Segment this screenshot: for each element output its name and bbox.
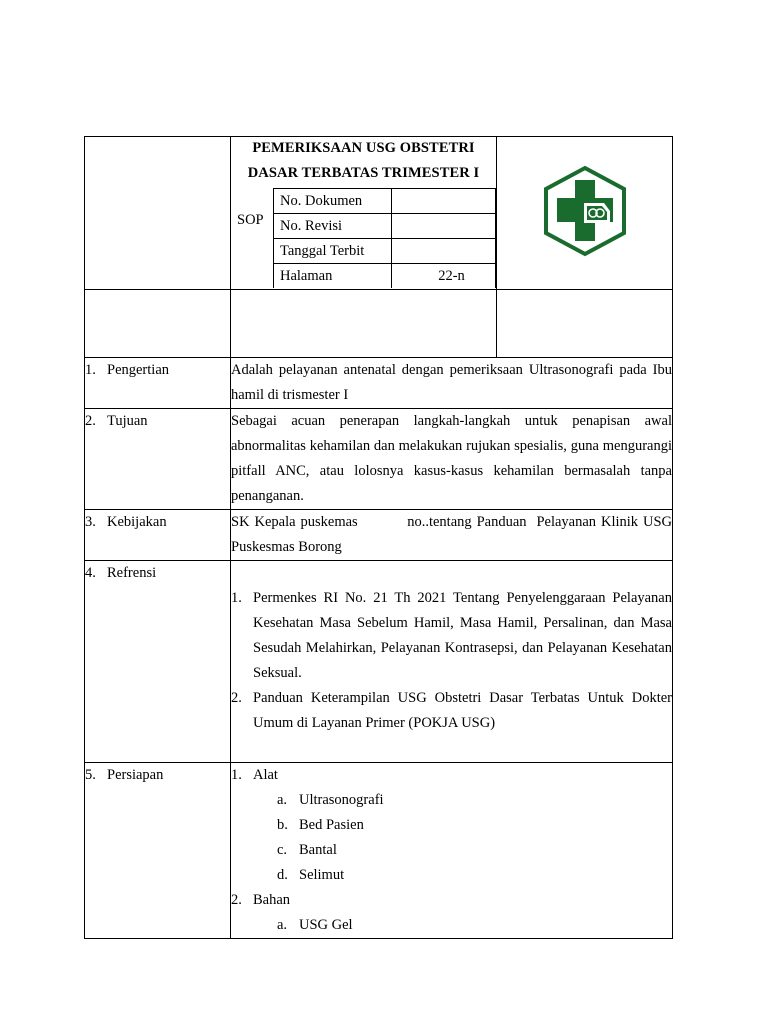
sub-list-text: Ultrasonografi	[299, 792, 384, 808]
sop-label: SOP	[237, 212, 264, 228]
list-number: 1.	[231, 767, 242, 783]
section-label	[85, 510, 231, 561]
section-row-refrensi	[85, 561, 673, 763]
sub-list-text: USG Gel	[299, 917, 353, 933]
preparation-list	[231, 763, 672, 938]
list-text: Panduan Keterampilan USG Obstetri Dasar Terbatas Untuk Dokter Umum di Layanan Primer (POKJA USG)	[253, 690, 672, 731]
section-label	[85, 409, 231, 510]
section-label	[85, 358, 231, 409]
list-item	[231, 686, 672, 736]
blank-row	[85, 290, 673, 358]
section-label	[85, 763, 231, 939]
sop-document	[84, 136, 676, 939]
list-number: 2.	[231, 892, 242, 908]
list-item	[231, 763, 672, 788]
section-content: Sebagai acuan penerapan langkah-langkah untuk penapisan awal abnormalitas kehamilan dan melakukan rujukan spesialis, guna mengurangi pitfall ANC, atau lolosnya kasus-kasus kehamilan bermasalah tanpa penanganan.	[231, 409, 673, 510]
meta-label: No. Dokumen	[274, 189, 392, 214]
list-number: 2.	[231, 690, 242, 706]
meta-row	[274, 239, 496, 264]
section-label	[85, 561, 231, 763]
section-number: 5.	[85, 767, 96, 783]
title-line-2: DASAR TERBATAS TRIMESTER I	[247, 165, 480, 181]
section-number: 1.	[85, 362, 96, 378]
section-content: Adalah pelayanan antenatal dengan pemeriksaan Ultrasonografi pada Ibu hamil di trismester I	[231, 358, 673, 409]
blank-cell	[85, 290, 231, 358]
list-item	[231, 888, 672, 913]
header-left-cell	[85, 137, 231, 290]
section-number: 2.	[85, 413, 96, 429]
list-item	[231, 586, 672, 686]
sub-list-item	[231, 813, 672, 838]
meta-row	[274, 214, 496, 239]
section-row-persiapan	[85, 763, 673, 939]
sub-list-text: Selimut	[299, 867, 345, 883]
section-title: Kebijakan	[107, 514, 167, 530]
meta-label: Tanggal Terbit	[274, 239, 392, 264]
blank-cell	[497, 290, 673, 358]
sop-block	[231, 188, 496, 288]
section-title: Pengertian	[107, 362, 170, 378]
logo-cell	[497, 137, 673, 290]
sub-list-text: Bed Pasien	[299, 817, 364, 833]
meta-row	[274, 189, 496, 214]
meta-table	[273, 188, 496, 288]
list-text: Permenkes RI No. 21 Th 2021 Tentang Penyelenggaraan Pelayanan Kesehatan Masa Sebelum Hamil, Masa Hamil, Persalinan, dan Masa Sesudah Melahirkan, Pelayanan Kontrasepsi, dan Pelayanan Kesehatan Seksual.	[253, 590, 672, 681]
meta-label: No. Revisi	[274, 214, 392, 239]
section-title: Tujuan	[107, 413, 148, 429]
section-row-tujuan	[85, 409, 673, 510]
meta-row	[274, 264, 496, 289]
meta-value	[392, 189, 496, 214]
section-number: 3.	[85, 514, 96, 530]
list-text: Alat	[253, 767, 278, 783]
list-number: 1.	[231, 590, 242, 606]
meta-label: Halaman	[274, 264, 392, 289]
section-content: SK Kepala puskemas no..tentang Panduan Pelayanan Klinik USG Puskesmas Borong	[231, 510, 673, 561]
section-content	[231, 561, 673, 763]
meta-value	[392, 214, 496, 239]
sop-table	[84, 136, 676, 939]
section-row-pengertian	[85, 358, 673, 409]
sub-list-text: Bantal	[299, 842, 337, 858]
sub-list-letter: b.	[277, 817, 288, 833]
reference-list	[231, 586, 672, 736]
document-title	[231, 136, 496, 186]
meta-value: 22-n	[392, 264, 496, 289]
section-number: 4.	[85, 565, 96, 581]
sub-list-letter: a.	[277, 917, 288, 933]
section-content	[231, 763, 673, 939]
sub-list-letter: c.	[277, 842, 288, 858]
section-title: Refrensi	[107, 565, 157, 581]
title-line-1: PEMERIKSAAN USG OBSTETRI	[252, 140, 475, 156]
sub-list-item	[231, 788, 672, 813]
header-center-cell	[231, 137, 497, 290]
sub-list-item	[231, 863, 672, 888]
blank-cell	[231, 290, 497, 358]
section-title: Persiapan	[107, 767, 164, 783]
list-text: Bahan	[253, 892, 291, 908]
sub-list-item	[231, 838, 672, 863]
header-row	[85, 137, 673, 290]
puskesmas-logo-icon	[542, 165, 628, 257]
sub-list-letter: a.	[277, 792, 288, 808]
sub-list-item	[231, 913, 672, 938]
meta-value	[392, 239, 496, 264]
sub-list-letter: d.	[277, 867, 288, 883]
section-row-kebijakan	[85, 510, 673, 561]
